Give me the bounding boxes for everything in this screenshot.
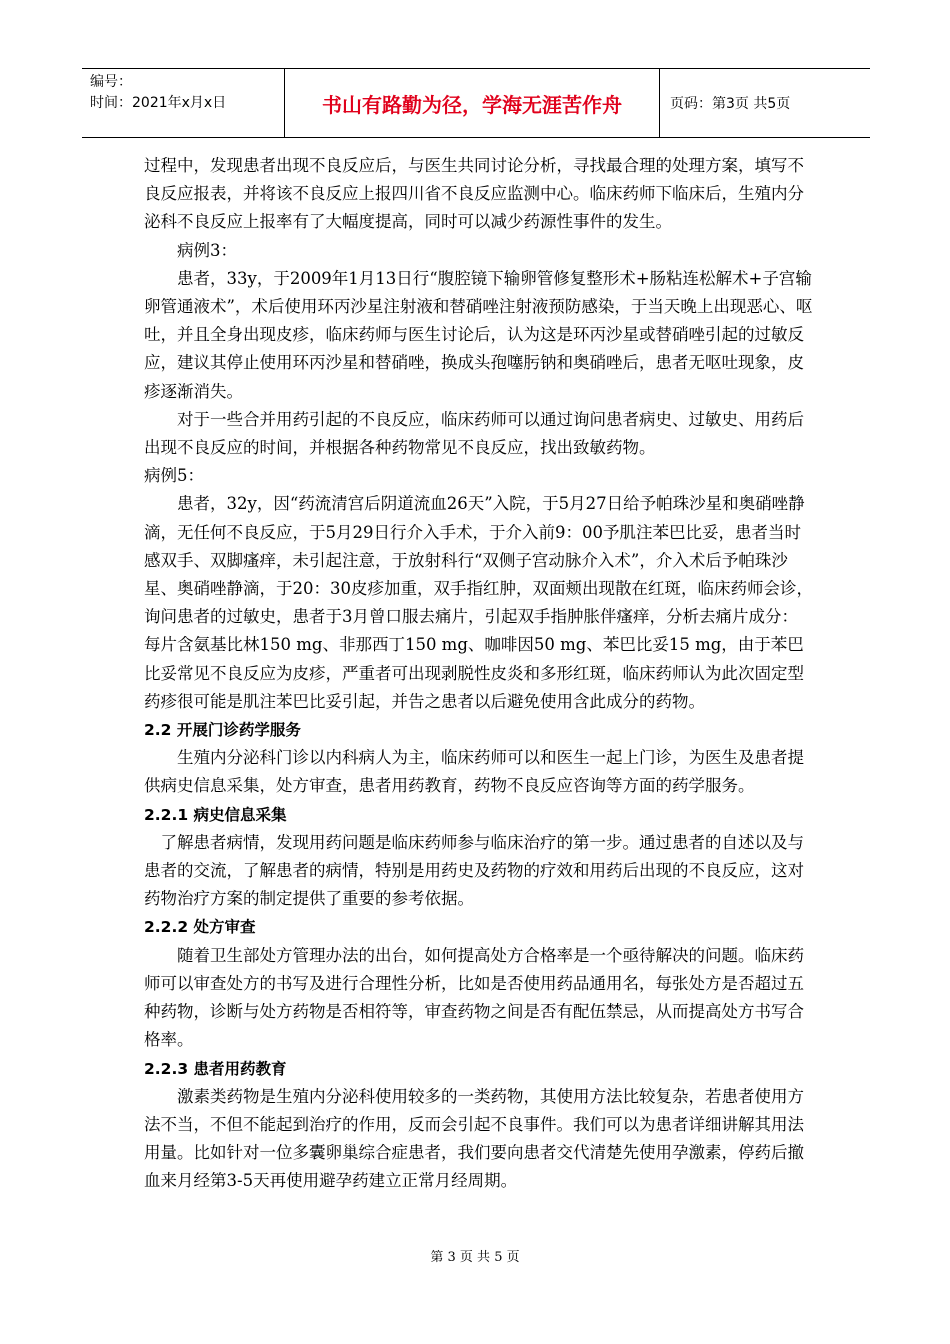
paragraph: 患者，33y，于2009年1月13日行“腹腔镜下输卵管修复整形术+肠粘连松解术+子宫输卵管通液术”，术后使用环丙沙星注射液和替硝唑注射液预防感染，于当天晚上出现恶心、呕吐，并且全身出现皮疹，临床药师与医生讨论后，认为这是环丙沙星或替硝唑引起的过敏反应，建议其停止使用环丙沙星和替硝唑，换成头孢噻肟钠和奥硝唑后，患者无呕吐现象，皮疹逐渐消失。 xyxy=(144,268,813,401)
header-motto-cell xyxy=(284,69,660,137)
paragraph: 生殖内分泌科门诊以内科病人为主，临床药师可以和医生一起上门诊，为医生及患者提供病史信息采集，处方审查，患者用药教育，药物不良反应咨询等方面的药学服务。 xyxy=(144,748,804,796)
header-page-cell xyxy=(660,69,870,137)
paragraph: 随着卫生部处方管理办法的出台，如何提高处方合格率是一个亟待解决的问题。临床药师可以审查处方的书写及进行合理性分析，比如是否使用药品通用名，每张处方是否超过五种药物，诊断与处方药物是否相符等，审查药物之间是否有配伍禁忌，从而提高处方书写合格率。 xyxy=(144,945,804,1050)
document-body xyxy=(144,152,814,1196)
paragraph: 对于一些合并用药引起的不良反应，临床药师可以通过询问患者病史、过敏史、用药后出现不良反应的时间，并根据各种药物常见不良反应，找出致敏药物。 xyxy=(144,409,804,458)
paragraph: 激素类药物是生殖内分泌科使用较多的一类药物，其使用方法比较复杂，若患者使用方法不当，不但不能起到治疗的作用，反而会引起不良事件。我们可以为患者详细讲解其用法用量。比如针对一位多囊卵巢综合症患者，我们要向患者交代清楚先使用孕激素，停药后撤血来月经第3-5天再使用避孕药建立正常月经周期。 xyxy=(144,1086,804,1191)
number-label: 编号： xyxy=(90,74,132,90)
subsection-heading: 2.2.3 患者用药教育 xyxy=(144,1059,287,1078)
motto-text: 书山有路勤为径，学海无涯苦作舟 xyxy=(322,92,622,117)
footer-page-number: 第 3 页 共 5 页 xyxy=(430,1250,520,1265)
case-label: 病例3： xyxy=(177,240,237,260)
subsection-heading: 2.2.1 病史信息采集 xyxy=(144,805,287,824)
subsection-heading: 2.2.2 处方审查 xyxy=(144,918,256,937)
paragraph: 过程中，发现患者出现不良反应后，与医生共同讨论分析，寻找最合理的处理方案，填写不良反应报表，并将该不良反应上报四川省不良反应监测中心。临床药师下临床后，生殖内分泌科不良反应上报率有了大幅度提高，同时可以减少药源性事件的发生。 xyxy=(144,156,804,232)
section-heading: 2.2 开展门诊药学服务 xyxy=(144,721,301,740)
paragraph: 了解患者病情，发现用药问题是临床药师参与临床治疗的第一步。通过患者的自述以及与患者的交流，了解患者的病情，特别是用药史及药物的疗效和用药后出现的不良反应，这对药物治疗方案的制定提供了重要的参考依据。 xyxy=(144,832,804,909)
paragraph: 患者，32y，因“药流清宫后阴道流血26天”入院，于5月27日给予帕珠沙星和奥硝唑静滴，无任何不良反应，于5月29日行介入手术，于介入前9：00予肌注苯巴比妥，患者当时感双手、双脚瘙痒，未引起注意，于放射科行“双侧子宫动脉介入术”，介入术后予帕珠沙星、奥硝唑静滴，于20：30皮疹加重，双手指红肿，双面颊出现散在红斑，临床药师会诊，询问患者的过敏史，患者于3月曾口服去痛片，引起双手指肿胀伴瘙痒，分析去痛片成分：每片含氨基比林150 mg、非那西丁150 mg、咖啡因50 mg、苯巴比妥15 mg，由于苯巴比妥常见不良反应为皮疹，严重者可出现剥脱性皮炎和多形红斑，临床药师认为此次固定型药疹很可能是肌注苯巴比妥引起，并告之患者以后避免使用含此成分的药物。 xyxy=(144,494,813,711)
page-header xyxy=(82,68,870,138)
header-meta xyxy=(82,69,284,137)
date-label: 时间：2021年x月x日 xyxy=(90,95,227,111)
page-footer xyxy=(0,1246,950,1265)
case-label: 病例5： xyxy=(144,466,204,486)
page-label: 页码：第3页 共5页 xyxy=(670,96,791,112)
